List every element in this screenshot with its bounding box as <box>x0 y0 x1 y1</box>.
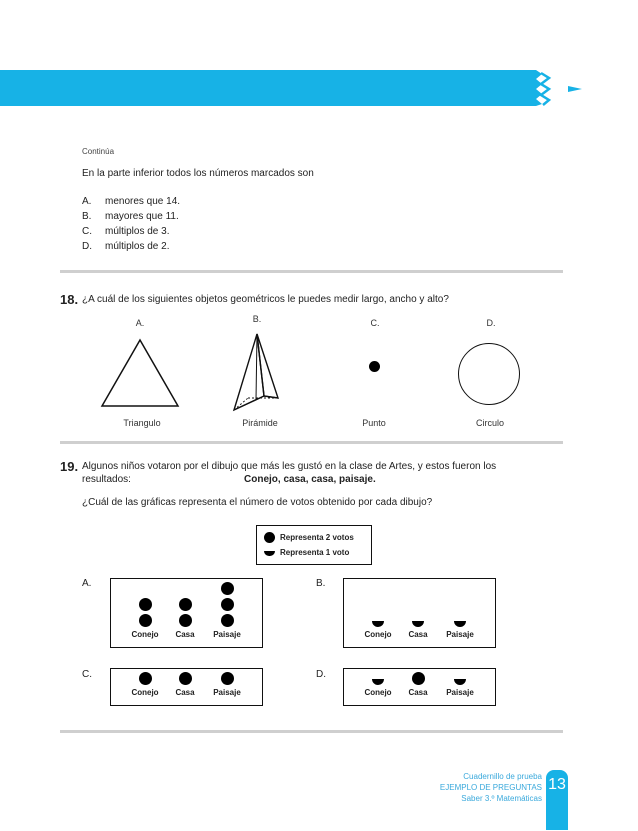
page-number: 13 <box>548 776 566 793</box>
category-label: Conejo <box>131 688 159 697</box>
full-vote-icon <box>139 614 152 627</box>
q19-number: 19. <box>60 459 79 474</box>
full-vote-icon <box>221 598 234 611</box>
point-figure <box>369 361 380 372</box>
half-circle-icon <box>264 551 275 556</box>
q19-intro-line1: Algunos niños votaron por el dibujo que más les gustó en la clase de Artes, y estos fueron los <box>82 461 497 472</box>
half-vote-icon <box>454 679 466 685</box>
page-tab <box>546 770 568 830</box>
option-text: mayores que 11. <box>105 211 179 222</box>
half-vote-icon <box>372 621 384 627</box>
category-label: Casa <box>175 630 195 639</box>
q19-option-letter[interactable]: C. <box>82 669 92 680</box>
full-vote-icon <box>221 614 234 627</box>
option-letter: B. <box>82 211 92 222</box>
section-divider <box>60 730 563 733</box>
q19-intro-line2: resultados: <box>82 474 131 485</box>
category-label: Conejo <box>364 630 392 639</box>
full-vote-icon <box>179 672 192 685</box>
category-label: Paisaje <box>446 630 474 639</box>
category-label: Casa <box>408 630 428 639</box>
q18-caption: Triangulo <box>123 418 161 428</box>
full-vote-icon <box>179 614 192 627</box>
q18-number: 18. <box>60 292 79 307</box>
full-vote-icon <box>179 598 192 611</box>
pyramid-figure <box>228 330 284 414</box>
footer-line3: Saber 3.º Matemáticas <box>461 794 542 803</box>
header-banner <box>0 70 638 106</box>
option-letter: A. <box>82 196 92 207</box>
full-vote-icon <box>139 672 152 685</box>
q18-option-letter[interactable]: B. <box>252 314 262 324</box>
half-vote-icon <box>454 621 466 627</box>
full-vote-icon <box>412 672 425 685</box>
q18-question: ¿A cuál de los siguientes objetos geométricos le puedes medir largo, ancho y alto? <box>82 294 449 305</box>
category-label: Casa <box>408 688 428 697</box>
q19-results: Conejo, casa, casa, paisaje. <box>244 474 376 485</box>
legend-full-label: Representa 2 votos <box>280 533 354 542</box>
pictograph-b[interactable] <box>343 578 496 648</box>
q18-caption: Pirámide <box>242 418 278 428</box>
legend-box <box>256 525 372 565</box>
full-vote-icon <box>221 672 234 685</box>
pictograph-d[interactable] <box>343 668 496 706</box>
q19-option-letter[interactable]: D. <box>316 669 326 680</box>
option-letter: D. <box>82 241 92 252</box>
q18-caption: Circulo <box>475 418 504 428</box>
footer-line2: EJEMPLO DE PREGUNTAS <box>439 783 542 792</box>
option-letter: C. <box>82 226 92 237</box>
category-label: Paisaje <box>446 688 474 697</box>
category-label: Paisaje <box>213 630 241 639</box>
half-vote-icon <box>372 679 384 685</box>
triangle-figure <box>100 338 180 408</box>
full-vote-icon <box>221 582 234 595</box>
section-divider <box>60 441 563 444</box>
q19-option-letter[interactable]: B. <box>316 578 326 589</box>
full-vote-icon <box>139 598 152 611</box>
circle-figure <box>458 343 520 405</box>
q18-option-letter[interactable]: C. <box>370 318 380 328</box>
pictograph-c[interactable] <box>110 668 263 706</box>
q19-option-letter[interactable]: A. <box>82 578 92 589</box>
legend-half-label: Representa 1 voto <box>280 548 350 557</box>
half-vote-icon <box>412 621 424 627</box>
q18-caption: Punto <box>362 418 386 428</box>
footer-line1: Cuadernillo de prueba <box>463 772 542 781</box>
option-text: menores que 14. <box>105 196 181 207</box>
category-label: Conejo <box>364 688 392 697</box>
category-label: Conejo <box>131 630 159 639</box>
pictograph-a[interactable] <box>110 578 263 648</box>
q18-option-letter[interactable]: A. <box>135 318 145 328</box>
category-label: Casa <box>175 688 195 697</box>
category-label: Paisaje <box>213 688 241 697</box>
full-circle-icon <box>264 532 275 543</box>
continued-label: Continúa <box>82 147 115 156</box>
option-text: múltiplos de 2. <box>105 241 170 252</box>
q17-stem: En la parte inferior todos los números marcados son <box>82 168 314 179</box>
option-text: múltiplos de 3. <box>105 226 170 237</box>
q18-option-letter[interactable]: D. <box>486 318 496 328</box>
section-divider <box>60 270 563 273</box>
q19-question: ¿Cuál de las gráficas representa el número de votos obtenido por cada dibujo? <box>82 497 433 508</box>
